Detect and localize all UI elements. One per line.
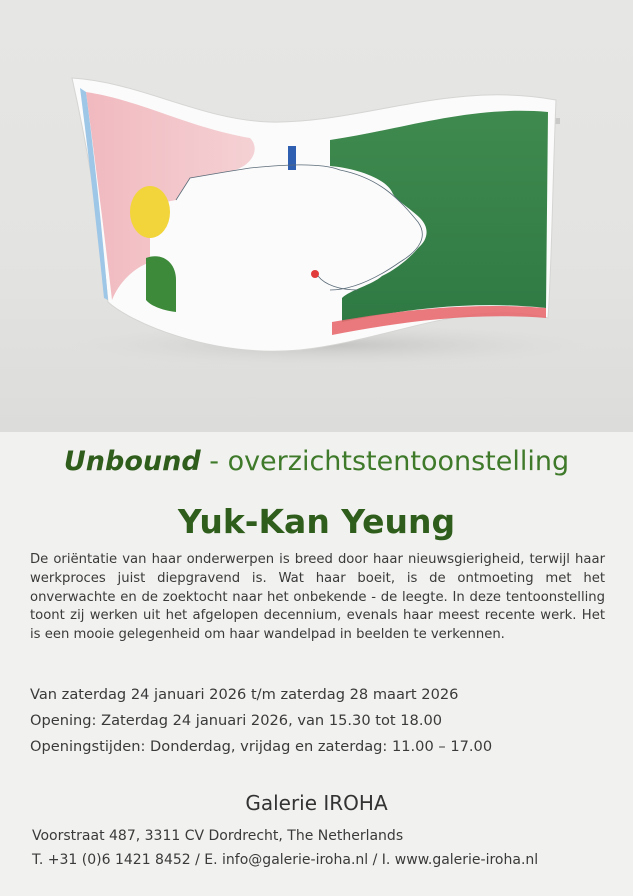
- exhibition-title: [0, 446, 633, 477]
- opening-info: Opening: Zaterdag 24 januari 2026, van 15.30 tot 18.00: [30, 712, 443, 729]
- opening-hours: Openingstijden: Donderdag, vrijdag en zaterdag: 11.00 – 17.00: [30, 738, 493, 755]
- exhibition-name: Unbound: [63, 446, 201, 477]
- gallery-name: Galerie IROHA: [245, 791, 388, 815]
- artwork-photo: [0, 0, 633, 432]
- sculpture-image: [0, 0, 633, 432]
- description-text: De oriëntatie van haar onderwerpen is breed door haar nieuwsgierigheid, terwijl haar werkproces juist diepgravend is. Wat haar boeit, is de ontmoeting met het onverwachte en de zoektocht naar het onbekende - de leegte. In deze tentoonstelling toont zij werken uit het afgelopen decennium, evenals haar meest recente werk. Het is een mooie gelegenheid om haar wandelpad in beelden te verkennen.: [30, 552, 605, 643]
- date-range: Van zaterdag 24 januari 2026 t/m zaterdag 28 maart 2026: [30, 686, 459, 703]
- artist-name: Yuk-Kan Yeung: [177, 502, 456, 541]
- gallery-address: Voorstraat 487, 3311 CV Dordrecht, The Netherlands: [32, 828, 404, 844]
- exhibition-subtitle: - overzichtstentoonstelling: [200, 446, 570, 477]
- gallery-contact: [32, 828, 622, 876]
- exhibition-dates: [30, 686, 620, 764]
- gallery-contact-line: T. +31 (0)6 1421 8452 / E. info@galerie-iroha.nl / I. www.galerie-iroha.nl: [32, 852, 539, 868]
